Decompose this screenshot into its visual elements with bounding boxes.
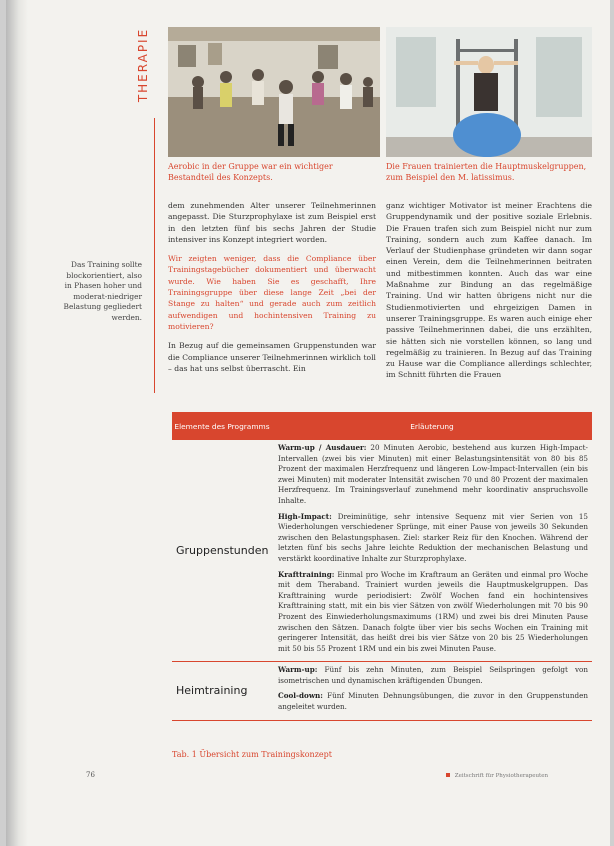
col2-paragraph-1: ganz wichtiger Motivator ist meiner Erachtens die Gruppendynamik und der positive soziale Erlebnis. Die Frauen trafen sich zum Beispiel nicht nur zum Training, sondern auch zum Kaffee danach. Im Verlauf der Studienphase gründeten wir dann sogar einen Verein, dem die Teilnehmerinnen beitraten und mitbestimmen konnten. Auch das war eine Maßnahme zur Bindung an das regelmäßige Training. Und wir hatten übrigens nicht nur die Studienmotivierten und ehrgeizigen Damen in unserer Trainingsgruppe. Es waren auch einige eher passive Teilnehmerinnen dabei, die uns erzählten, sie hätten sich nie vorstellen können, so lang und regelmäßig zu trainieren. In Bezug auf das Training zu Hause war die Compliance allerdings schlechter, im Schnitt führten die Frauen [386,201,592,380]
row-label-home-training: Heimtraining [176,684,248,698]
row-label-group-sessions: Gruppenstunden [176,544,269,558]
footer [446,773,548,779]
sidebar-quote: Das Training sollte blockorientiert, also in Phasen hoher und moderat-niedriger Belastung gegliedert werden. [63,260,142,322]
item-title: Cool-down: [278,691,323,701]
table-item [278,665,588,686]
table-header [172,412,592,440]
item-title: Warm-up: [278,665,318,675]
caption-left: Aerobic in der Gruppe war ein wichtiger Bestandteil des Konzepts. [168,162,333,182]
table-item [278,512,588,565]
photo-aerobic-group [168,27,380,157]
page-spine [6,0,28,846]
caption-right: Die Frauen trainierten die Hauptmuskelgruppen, zum Beispiel den M. latissimus. [386,162,587,182]
item-text: Einmal pro Woche im Kraftraum an Geräten und einmal pro Woche mit dem Theraband. Trainiert wurden jeweils die Hauptmuskelgruppen. Das Krafttraining wurde periodisiert: Zwölf Wochen fand ein hochintensives Krafttraining statt, mit ein bis vier Sätzen von zwölf Wiederholungen mit 70 bis 90 Prozent des Einwiederholungsmaximums (1RM) und zwei bis drei Minuten Pause zwischen den Sätzen. Danach folgte über vier bis sechs Wochen ein Training mit geringerer Intensität, das heißt drei bis vier Sätze von 20 bis 25 Wiederholungen mit 50 bis 55 Prozent 1RM und ein bis zwei Minuten Pause. [278,569,588,653]
footer-text: Zeitschrift für Physiotherapeuten [454,773,549,779]
item-title: Warm-up / Ausdauer: [278,443,367,452]
table-header-elements: Elemente des Programms [174,421,270,431]
item-text: Fünf bis zehn Minuten, zum Beispiel Seilspringen gefolgt von isometrischen und dynamischen kräftigenden Übungen. [278,665,588,685]
footer-bullet-icon [446,773,450,777]
item-title: High-Impact: [278,511,332,521]
exercise-ball-illustration [386,27,592,157]
table-row [172,440,592,662]
col1-paragraph-1: dem zunehmenden Alter unserer Teilnehmerinnen angepasst. Die Sturzprophylaxe ist zum Beispiel erst in den letzten fünf bis sechs Jahren der Studie intensiver ins Konzept integriert worden. [168,201,376,244]
magazine-page [6,0,610,846]
table-caption: Tab. 1 Übersicht zum Trainingskonzept [172,750,332,759]
training-table [172,412,592,721]
item-title: Krafttraining: [278,569,335,579]
table-item [278,691,588,712]
photo-exercise-ball [386,27,592,157]
col1-paragraph-3: In Bezug auf die gemeinsamen Gruppenstunden war die Compliance unserer Teilnehmerinnen wirklich toll – das hat uns selbst überrascht. Ein [168,341,376,373]
body-column-1 [168,200,376,382]
section-label-text: THERAPIE [136,27,151,103]
item-text: 20 Minuten Aerobic, bestehend aus kurzen High-Impact-Intervallen (zwei bis vier Minuten) mit einer Belastungsintensität von 80 bis 85 Prozent der maximalen Herzfrequenz und längeren Low-Impact-Intervallen (ein bis zwei Minuten) mit moderater Intensität zwischen 70 und 80 Prozent der maximalen Herzfrequenz. Im Trainingsverlauf zunehmend mehr koordinativ anspruchsvolle Inhalte. [278,443,588,505]
item-text: Dreiminütige, sehr intensive Sequenz mit vier Serien von 15 Wiederholungen verschiedener Sprünge, mit einer Pause von jeweils 30 Sekunden zwischen den Belastungsphasen. Ziel: starker Reiz für den Knochen. Während der letzten fünf bis sechs Jahre leichte Reduktion der mechanischen Belastung und verstärkt koordinative Inhalte zur Sturzprophylaxe. [278,511,588,563]
row-content [272,440,592,661]
section-label [136,24,166,114]
table-row [172,662,592,720]
row-content [272,662,592,719]
section-rule [154,118,155,393]
body-column-2 [386,200,592,389]
table-item [278,443,588,507]
page-number: 76 [86,771,95,779]
aerobic-group-illustration [168,27,380,157]
table-item [278,570,588,655]
item-text: Fünf Minuten Dehnungsübungen, die zuvor in den Gruppenstunden angeleitet wurden. [278,691,588,712]
interview-question: Wir zeigten weniger, dass die Compliance über Trainingstagebücher dokumentiert und überwacht wurde. Wie haben Sie es geschafft, Ihre Trainingsgruppe über diese lange Zeit „bei der Stange zu halten“ und gerade auch zum zeitlich aufwendigen und hochintensiven Training zu motivieren? [168,254,376,331]
table-header-explanation: Erläuterung [410,421,454,431]
